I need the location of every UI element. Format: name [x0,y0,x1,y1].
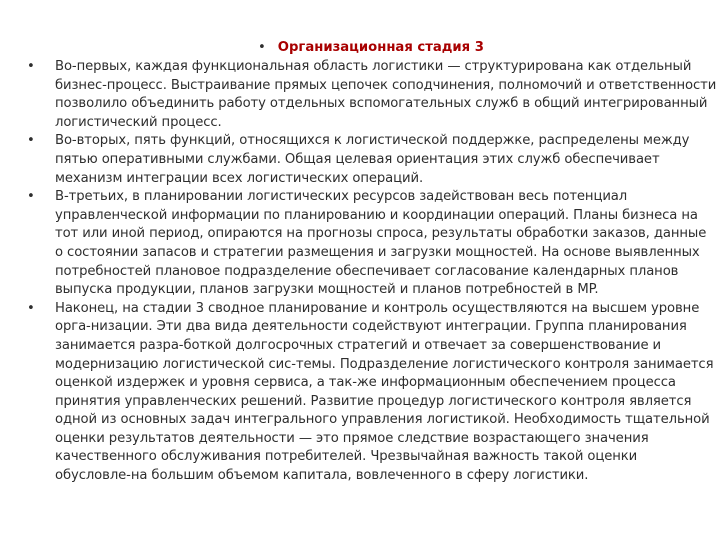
bullet-marker: • [27,59,35,74]
list-item-text: Во-вторых, пять функций, относящихся к логистической поддержке, распределены между пятью оперативными службами. Общая целевая ориентация этих служб обеспечивает механизм интеграции всех логистических операций. [55,133,690,186]
list-item-text: Во-первых, каждая функциональная область логистики — структурирована как отдельный бизнес-процесс. Выстраивание прямых цепочек соподчинения, полномочий и ответственности позволило объединить работу отдельных вспомогательных служб в общий интегрированный логистический процесс. [55,59,717,130]
list-item [27,300,717,486]
bullet-marker: • [27,189,35,205]
bullet-marker: • [27,300,35,316]
list-item [27,132,717,188]
slide-title-row [258,40,484,55]
bullet-list [27,58,717,486]
slide-title: Организационная стадия 3 [277,40,484,55]
bullet-marker: • [27,133,35,149]
list-item [27,188,717,300]
list-item-text: Наконец, на стадии 3 сводное планирование и контроль осуществляются на высшем уровне орга-низации. Эти два вида деятельности содействуют интеграции. Группа планирования занимается разра-боткой долгосрочных стратегий и отвечает за совершенствование и модернизацию логистической сис-темы. Подразделение логистического контроля занимается оценкой издержек и уровня сервиса, а так-же информационным обеспечением процесса принятия управленческих решений. Развитие процедур логистического контроля является одной из основных задач интегрального управления логистикой. Необходимость тщательной оценки результатов деятельности — это прямое следствие возрастающего значения качественного обслуживания потребителей. Чрезвычайная важность такой оценки обусловле-на большим объемом капитала, вовлеченного в сферу логистики. [55,300,714,484]
title-bullet: • [258,40,266,55]
list-item [27,58,717,132]
list-item-text: В-третьих, в планировании логистических ресурсов задействован весь потенциал управленческой информации по планированию и координации операций. Планы бизнеса на тот или иной период, опираются на прогнозы спроса, результаты обработки заказов, данные о состоянии запасов и стратегии размещения и загрузки мощностей. На основе выявленных потребностей плановое подразделение обеспечивает согласование календарных планов выпуска продукции, планов загрузки мощностей и планов потребностей в MP. [55,189,707,298]
